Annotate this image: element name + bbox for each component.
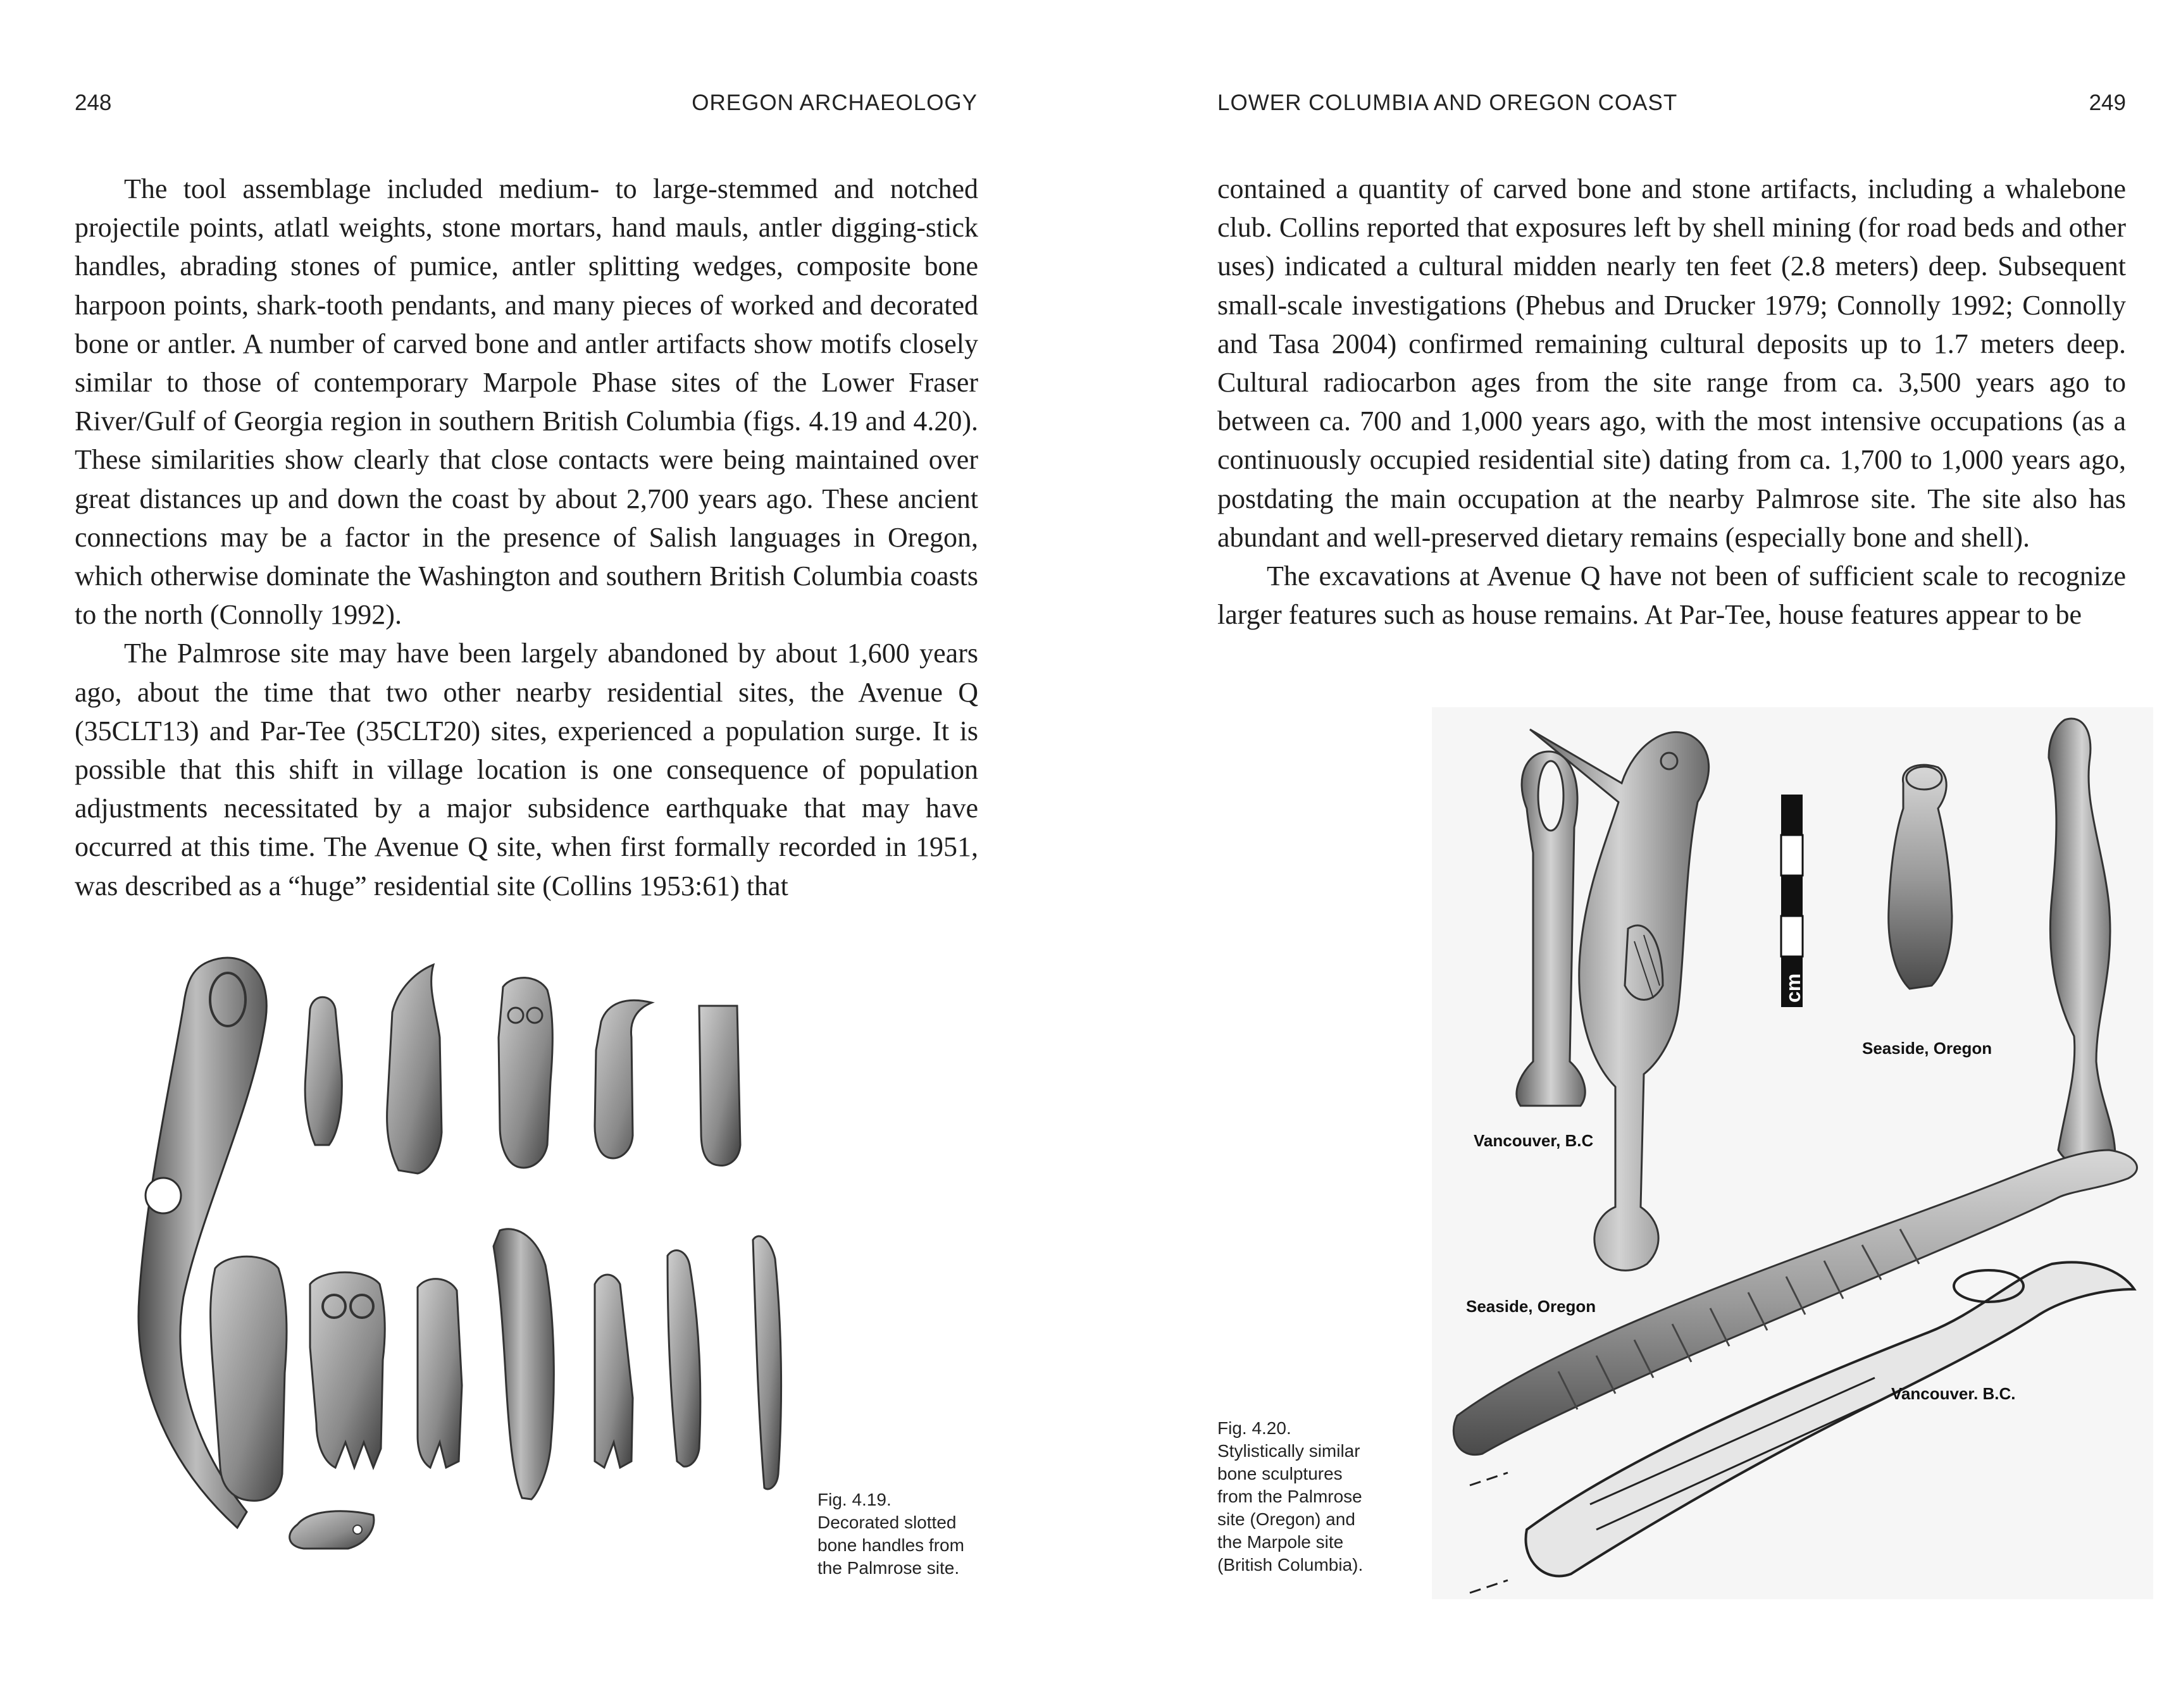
page-number-left: 248	[75, 90, 112, 115]
paragraph: The tool assemblage included medium- to large-stemmed and notched projectile points, atlatl weights, stone mortars, hand mauls, antler digging-stick handles, abrading stones of pumice, antler splitting wedges, composite bone harpoon points, shark-tooth pendants, and many pieces of worked and decorated bone or antler. A number of carved bone and antler artifacts show motifs closely similar to those of contemporary Marpole Phase sites of the Lower Fraser River/Gulf of Georgia region in southern British Columbia (figs. 4.19 and 4.20). These similarities show clearly that close contacts were being maintained over great distances up and down the coast by about 2,700 years ago. These ancient connections may be a factor in the presence of Salish languages in Oregon, which otherwise dominate the Washington and southern British Columbia coasts to the north (Connolly 1992).	[75, 173, 978, 631]
label-seaside-top: Seaside, Oregon	[1862, 1039, 1992, 1058]
left-page	[0, 0, 1090, 1708]
caption-line: from the Palmrose	[1217, 1487, 1362, 1506]
bone-handles-illustration	[95, 943, 797, 1563]
caption-line: (British Columbia).	[1217, 1555, 1364, 1575]
caption-line: the Palmrose site.	[817, 1558, 960, 1578]
body-text-right	[1217, 170, 2126, 634]
figure-4-19-caption	[817, 1488, 964, 1580]
scale-bar-label: cm	[1782, 973, 1805, 1003]
caption-line: Fig. 4.19.	[817, 1490, 892, 1509]
figure-4-19	[95, 943, 797, 1563]
caption-line: bone sculptures	[1217, 1464, 1343, 1483]
running-head-right: LOWER COLUMBIA AND OREGON COAST	[1217, 90, 1678, 115]
caption-line: Decorated slotted	[817, 1513, 957, 1532]
running-head-left: OREGON ARCHAEOLOGY	[692, 90, 978, 115]
caption-line: site (Oregon) and	[1217, 1509, 1355, 1529]
label-vancouver-top: Vancouver, B.C	[1474, 1131, 1594, 1150]
page-number-right: 249	[2089, 90, 2126, 115]
paragraph: The Palmrose site may have been largely abandoned by about 1,600 years ago, about the time that two other nearby residential sites, the Avenue Q (35CLT13) and Par-Tee (35CLT20) sites, experienced a population surge. It is possible that this shift in village location is one consequence of population adjustments necessitated by a major subsidence earthquake that may have occurred at this time. The Avenue Q site, when first formally recorded in 1951, was described as a “huge” residential site (Collins 1953:61) that	[75, 638, 978, 901]
caption-line: Fig. 4.20.	[1217, 1418, 1291, 1438]
caption-line: bone handles from	[817, 1535, 964, 1555]
paragraph: The excavations at Avenue Q have not been of sufficient scale to recognize larger features such as house remains. At Par-Tee, house features appear to be	[1217, 560, 2126, 631]
label-vancouver-bottom: Vancouver. B.C.	[1891, 1384, 2016, 1403]
paragraph: contained a quantity of carved bone and stone artifacts, including a whalebone club. Collins reported that exposures left by shell mining (for road beds and other uses) indicated a cultural midden nearly ten feet (2.8 meters) deep. Subsequent small-scale investigations (Phebus and Drucker 1979; Connolly 1992; Connolly and Tasa 2004) confirmed remaining cultural deposits up to 1.7 meters deep. Cultural radiocarbon ages from the site range from ca. 3,500 years ago to between ca. 700 and 1,000 years ago, with the most intensive occupations (as a continuously occupied residential site) dating from ca. 1,700 to 1,000 years ago, postdating the main occupation at the nearby Palmrose site. The site also has abundant and well-preserved dietary remains (especially bone and shell).	[1217, 173, 2126, 553]
bone-sculptures-illustration	[1432, 707, 2153, 1599]
caption-line: the Marpole site	[1217, 1532, 1344, 1552]
label-seaside-bottom: Seaside, Oregon	[1466, 1297, 1596, 1316]
body-text-left	[75, 170, 978, 905]
figure-4-20-caption	[1217, 1417, 1363, 1576]
right-page	[1090, 0, 2181, 1708]
figure-4-20	[1432, 707, 2153, 1599]
caption-line: Stylistically similar	[1217, 1441, 1360, 1461]
